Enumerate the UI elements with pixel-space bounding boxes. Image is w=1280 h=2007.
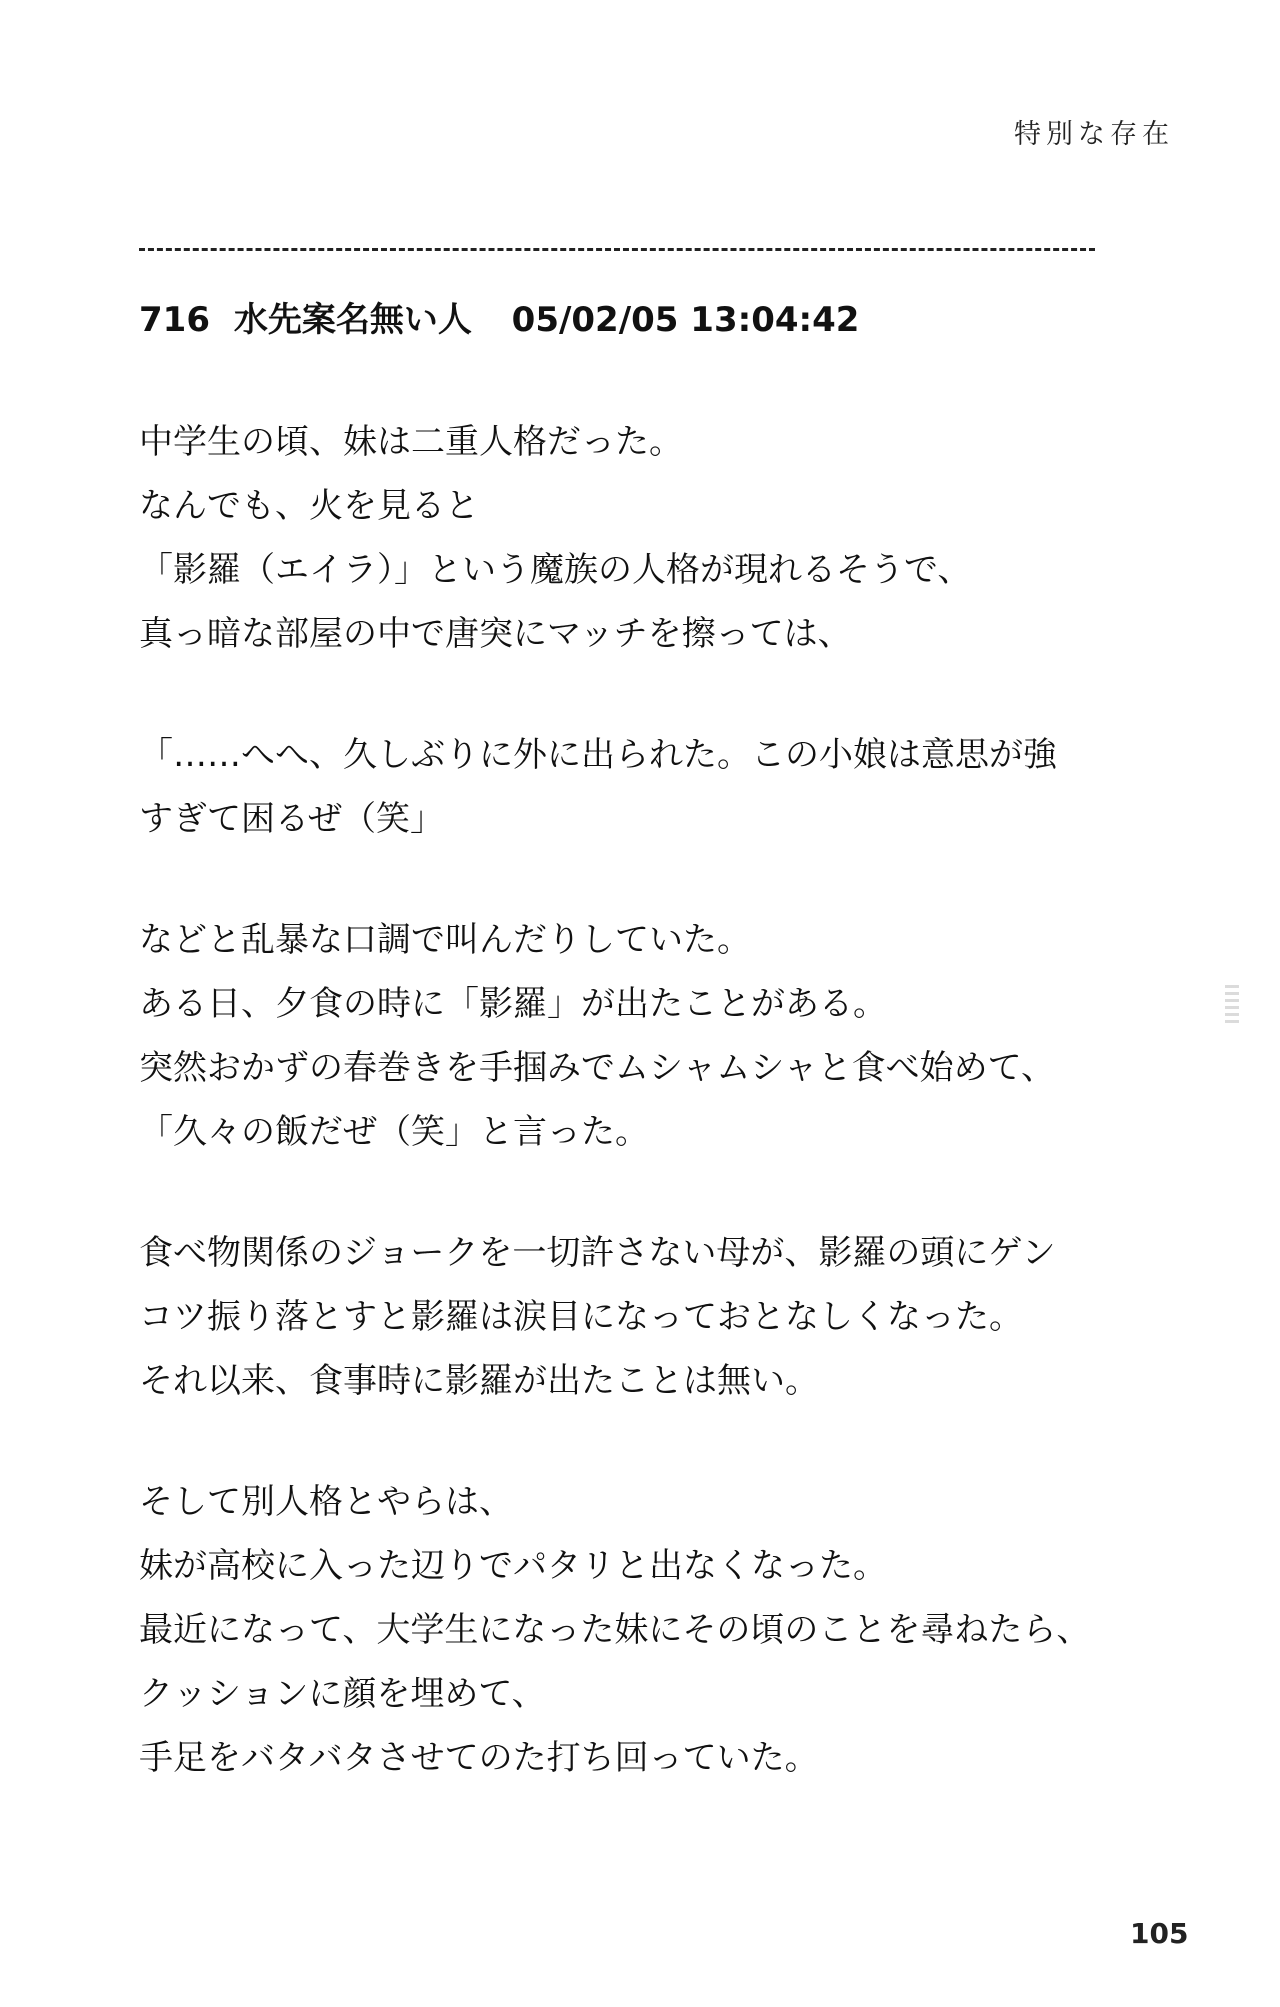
text-line: そして別人格とやらは、 xyxy=(139,1482,513,1522)
paragraph xyxy=(139,1221,1139,1413)
paragraph-gap xyxy=(139,851,1139,908)
post-author: 水先案名無い人 xyxy=(233,300,472,340)
post-header xyxy=(139,292,859,341)
paragraph-gap xyxy=(139,1164,1139,1221)
post-body xyxy=(139,410,1139,1790)
post-timestamp: 05/02/05 13:04:42 xyxy=(511,300,860,340)
text-line: 最近になって、大学生になった妹にその頃のことを尋ねたら、 xyxy=(139,1610,1091,1650)
text-line: 中学生の頃、妹は二重人格だった。 xyxy=(139,422,683,462)
page-number: 105 xyxy=(1130,1917,1189,1950)
paragraph xyxy=(139,410,1139,666)
paragraph xyxy=(139,1470,1139,1790)
text-line: 真っ暗な部屋の中で唐突にマッチを擦っては、 xyxy=(139,614,852,654)
text-line: すぎて困るぜ（笑」 xyxy=(139,799,444,839)
text-line: 「影羅（エイラ）」という魔族の人格が現れるそうで、 xyxy=(139,550,972,590)
text-line: などと乱暴な口調で叫んだりしていた。 xyxy=(139,920,751,960)
post-number: 716 xyxy=(139,300,210,340)
text-line: ある日、夕食の時に「影羅」が出たことがある。 xyxy=(139,984,887,1024)
text-line: それ以来、食事時に影羅が出たことは無い。 xyxy=(139,1361,819,1401)
text-line: 「……へへ、久しぶりに外に出られた。この小娘は意思が強 xyxy=(139,735,1057,775)
separator-line xyxy=(139,248,1095,251)
scan-edge-mark xyxy=(1225,985,1239,1025)
paragraph xyxy=(139,723,1139,851)
text-line: なんでも、火を見ると xyxy=(139,486,479,526)
text-line: クッションに顔を埋めて、 xyxy=(139,1674,546,1714)
text-line: 妹が高校に入った辺りでパタリと出なくなった。 xyxy=(139,1546,887,1586)
paragraph xyxy=(139,908,1139,1164)
paragraph-gap xyxy=(139,1413,1139,1470)
text-line: 手足をバタバタさせてのた打ち回っていた。 xyxy=(139,1738,819,1778)
text-line: 食べ物関係のジョークを一切許さない母が、影羅の頭にゲン xyxy=(139,1233,1056,1273)
text-line: 「久々の飯だぜ（笑」と言った。 xyxy=(139,1112,649,1152)
paragraph-gap xyxy=(139,666,1139,723)
running-header: 特別な存在 xyxy=(1014,119,1174,150)
text-line: 突然おかずの春巻きを手掴みでムシャムシャと食べ始めて、 xyxy=(139,1048,1055,1088)
text-line: コツ振り落とすと影羅は涙目になっておとなしくなった。 xyxy=(139,1297,1023,1337)
